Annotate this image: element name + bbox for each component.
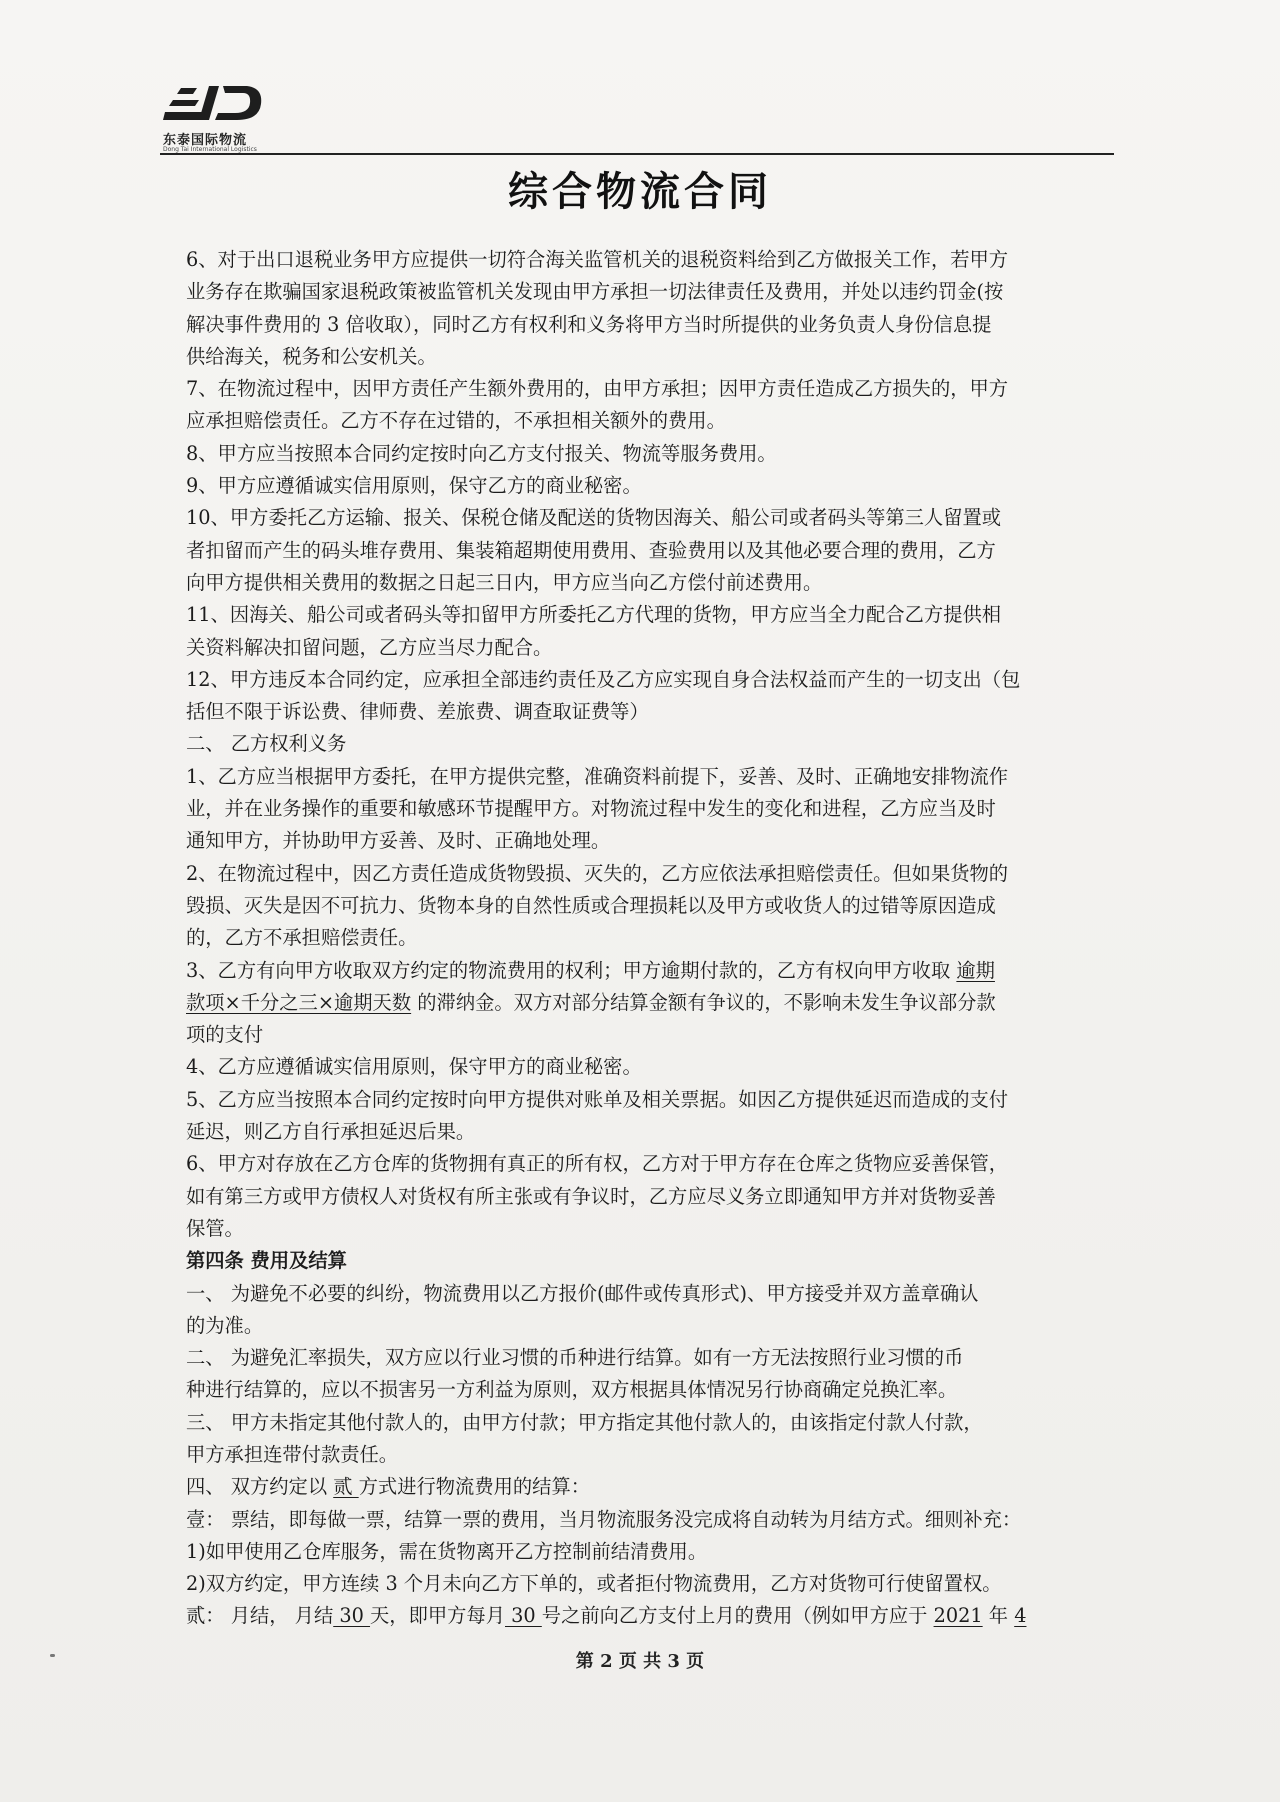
contract-text: 关资料解决扣留问题，乙方应当尽力配合。: [186, 635, 553, 659]
contract-text: 12、甲方违反本合同约定，应承担全部违约责任及乙方应实现自身合法权益而产生的一切支出（包: [186, 667, 1021, 691]
contract-line: [186, 955, 1114, 987]
dongtai-logo-icon: [163, 80, 293, 130]
logo-company-name: 东泰国际物流: [163, 133, 248, 148]
contract-text: 四、 双方约定以: [186, 1475, 334, 1499]
contract-text: 第四条 费用及结算: [186, 1249, 347, 1273]
contract-line: [186, 276, 1114, 308]
contract-line: [186, 1245, 1114, 1277]
contract-line: [186, 922, 1114, 954]
contract-line: [186, 405, 1114, 437]
contract-text: 8、甲方应当按照本合同约定按时向乙方支付报关、物流等服务费用。: [186, 441, 777, 465]
contract-line: [186, 858, 1114, 890]
contract-text: 的为准。: [186, 1313, 264, 1337]
contract-line: [186, 373, 1114, 405]
contract-text: 者扣留而产生的码头堆存费用、集装箱超期使用费用、查验费用以及其他必要合理的费用，乙方: [186, 538, 996, 562]
contract-text: 款项×千分之三×逾期天数: [186, 990, 412, 1014]
contract-text: 甲方承担连带付款责任。: [186, 1442, 399, 1466]
contract-line: [186, 1439, 1114, 1471]
contract-text: 种进行结算的，应以不损害另一方利益为原则，双方根据具体情况另行协商确定兑换汇率。: [186, 1378, 958, 1402]
contract-line: [186, 470, 1114, 502]
contract-line: [186, 1310, 1114, 1342]
contract-text: 壹： 票结，即每做一票，结算一票的费用，当月物流服务没完成将自动转为月结方式。细则补充：: [186, 1507, 1022, 1531]
contract-line: [186, 1374, 1114, 1406]
contract-text: 3、乙方有向甲方收取双方约定的物流费用的权利；甲方逾期付款的，乙方有权向甲方收取: [186, 958, 957, 982]
contract-line: [186, 696, 1114, 728]
contract-text: 2)双方约定，甲方连续 3 个月未向乙方下单的，或者拒付物流费用，乙方对货物可行使留置权。: [186, 1572, 1002, 1596]
contract-line: [186, 1213, 1114, 1245]
contract-text: 10、甲方委托乙方运输、报关、保税仓储及配送的货物因海关、船公司或者码头等第三人留置或: [186, 506, 1002, 530]
contract-text: 4: [1014, 1604, 1027, 1628]
contract-line: [186, 244, 1114, 276]
contract-text: 9、甲方应遵循诚实信用原则，保守乙方的商业秘密。: [186, 474, 642, 498]
header-divider: [160, 153, 1114, 155]
contract-text: 解决事件费用的 3 倍收取），同时乙方有权利和义务将甲方当时所提供的业务负责人身份信息提: [186, 312, 992, 336]
contract-text: 30: [333, 1604, 371, 1628]
contract-line: [186, 1084, 1114, 1116]
contract-text: 如有第三方或甲方债权人对货权有所主张或有争议时，乙方应尽义务立即通知甲方并对货物妥善: [186, 1184, 996, 1208]
contract-text: 应承担赔偿责任。乙方不存在过错的，不承担相关额外的费用。: [186, 409, 726, 433]
contract-line: [186, 1116, 1114, 1148]
contract-line: [186, 599, 1114, 631]
contract-line: [186, 1536, 1114, 1568]
contract-line: [186, 1051, 1114, 1083]
contract-line: [186, 567, 1114, 599]
contract-text: 方式进行物流费用的结算：: [358, 1475, 591, 1499]
contract-text: 保管。: [186, 1216, 244, 1240]
contract-line: [186, 1278, 1114, 1310]
contract-line: [186, 502, 1114, 534]
contract-text: 5、乙方应当按照本合同约定按时向甲方提供对账单及相关票据。如因乙方提供延迟而造成的支付: [186, 1087, 1009, 1111]
contract-text: 二、 乙方权利义务: [186, 732, 347, 756]
contract-text: 项的支付: [186, 1023, 264, 1047]
contract-line: [186, 341, 1114, 373]
contract-text: 2021: [933, 1604, 983, 1628]
contract-text: 的，乙方不承担赔偿责任。: [186, 926, 418, 950]
scan-speck: [50, 1654, 55, 1657]
contract-line: [186, 825, 1114, 857]
contract-line: [186, 535, 1114, 567]
contract-text: 毁损、灭失是因不可抗力、货物本身的自然性质或合理损耗以及甲方或收货人的过错等原因造成: [186, 893, 996, 917]
contract-line: [186, 1181, 1114, 1213]
contract-line: [186, 761, 1114, 793]
contract-text: 逾期: [956, 958, 995, 982]
contract-line: [186, 1342, 1114, 1374]
contract-line: [186, 632, 1114, 664]
contract-line: [186, 438, 1114, 470]
contract-text: 贰: [333, 1475, 359, 1499]
contract-text: 天，即甲方每月: [370, 1604, 505, 1628]
contract-text: 4、乙方应遵循诚实信用原则，保守甲方的商业秘密。: [186, 1055, 642, 1079]
contract-text: 11、因海关、船公司或者码头等扣留甲方所委托乙方代理的货物，甲方应当全力配合乙方提供相: [186, 603, 1002, 627]
contract-text: 通知甲方，并协助甲方妥善、及时、正确地处理。: [186, 829, 611, 853]
contract-text: 贰： 月结， 月结: [186, 1604, 334, 1628]
contract-text: 向甲方提供相关费用的数据之日起三日内，甲方应当向乙方偿付前述费用。: [186, 570, 823, 594]
contract-text: 供给海关，税务和公安机关。: [186, 344, 437, 368]
logo-company-subtitle: Dong Tai International Logistics: [163, 146, 257, 153]
contract-text: 2、在物流过程中，因乙方责任造成货物毁损、灭失的，乙方应依法承担赔偿责任。但如果货物的: [186, 861, 1009, 885]
contract-line: [186, 1407, 1114, 1439]
contract-text: 7、在物流过程中，因甲方责任产生额外费用的，由甲方承担；因甲方责任造成乙方损失的，甲方: [186, 377, 1009, 401]
contract-text: 1)如甲使用乙仓库服务，需在货物离开乙方控制前结清费用。: [186, 1539, 708, 1563]
contract-text: 延迟，则乙方自行承担延迟后果。: [186, 1120, 476, 1144]
contract-text: 的滞纳金。双方对部分结算金额有争议的，不影响未发生争议部分款: [411, 990, 996, 1014]
page-number: 第 2 页 共 3 页: [575, 1651, 705, 1672]
contract-text: 号之前向乙方支付上月的费用（例如甲方应于: [541, 1604, 934, 1628]
contract-line: [186, 1568, 1114, 1600]
contract-text: 业，并在业务操作的重要和敏感环节提醒甲方。对物流过程中发生的变化和进程，乙方应当及时: [186, 797, 996, 821]
contract-line: [186, 728, 1114, 760]
contract-text: 30: [505, 1604, 542, 1628]
contract-line: [186, 1019, 1114, 1051]
contract-text: 二、 为避免汇率损失，双方应以行业习惯的币种进行结算。如有一方无法按照行业习惯的币: [186, 1346, 964, 1370]
contract-line: [186, 1148, 1114, 1180]
contract-line: [186, 1471, 1114, 1503]
contract-line: [186, 987, 1114, 1019]
contract-line: [186, 890, 1114, 922]
contract-line: [186, 664, 1114, 696]
contract-text: 1、乙方应当根据甲方委托，在甲方提供完整，准确资料前提下，妥善、及时、正确地安排物流作: [186, 764, 1009, 788]
contract-line: [186, 309, 1114, 341]
contract-text: 6、甲方对存放在乙方仓库的货物拥有真正的所有权，乙方对于甲方存在仓库之货物应妥善保管，: [186, 1152, 1009, 1176]
contract-text: 三、 甲方未指定其他付款人的，由甲方付款；甲方指定其他付款人的，由该指定付款人付款，: [186, 1410, 983, 1434]
contract-body: [186, 244, 1114, 1633]
contract-text: 6、对于出口退税业务甲方应提供一切符合海关监管机关的退税资料给到乙方做报关工作，若甲方: [186, 248, 1009, 271]
contract-line: [186, 1600, 1114, 1632]
document-title: 综合物流合同: [508, 168, 772, 215]
contract-text: 括但不限于诉讼费、律师费、差旅费、调查取证费等）: [186, 700, 649, 724]
contract-line: [186, 793, 1114, 825]
contract-text: 业务存在欺骗国家退税政策被监管机关发现由甲方承担一切法律责任及费用，并处以违约罚金(按: [186, 280, 1004, 304]
contract-line: [186, 1504, 1114, 1536]
contract-text: 一、 为避免不必要的纠纷，物流费用以乙方报价(邮件或传真形式)、甲方接受并双方盖章确认: [186, 1281, 979, 1305]
contract-text: 年: [982, 1604, 1015, 1628]
